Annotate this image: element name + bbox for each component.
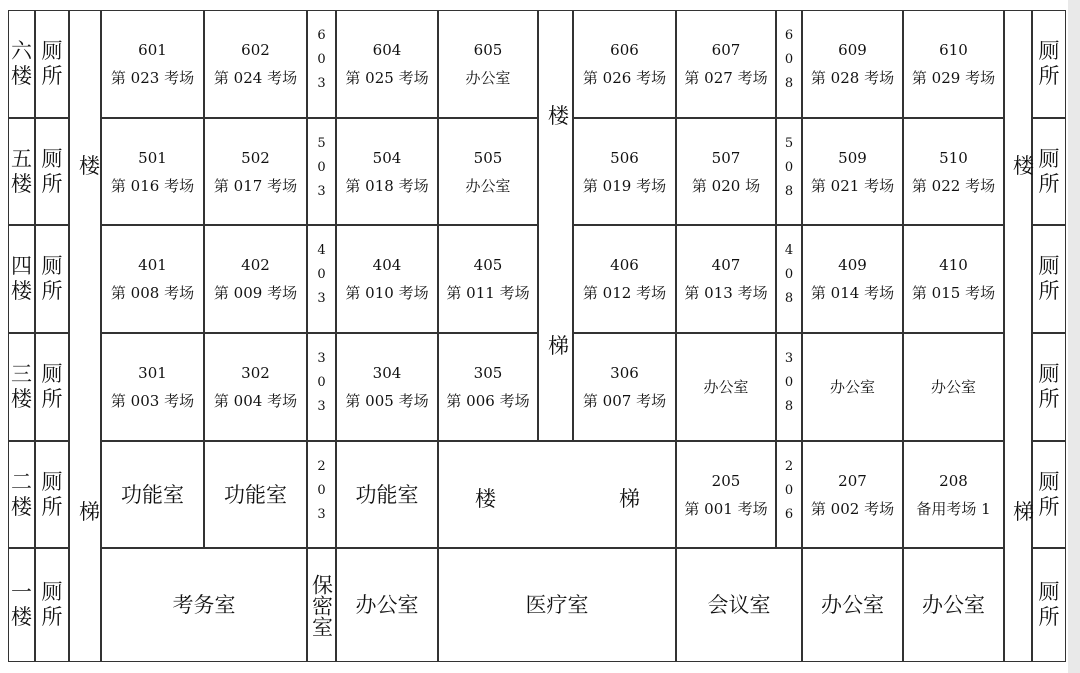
room-name: 第 026 考场 — [582, 69, 667, 87]
room-name: 第 008 考场 — [110, 284, 195, 302]
room-number: 509 — [838, 148, 867, 167]
narrow-room-cell — [776, 333, 802, 441]
room-number: 608 — [781, 28, 797, 100]
toilet-left — [35, 225, 69, 333]
room-name: 备用考场 1 — [916, 499, 991, 518]
room-number: 208 — [939, 471, 968, 490]
toilet-right — [1032, 333, 1066, 441]
room-cell — [438, 333, 538, 441]
stair-floor2 — [438, 441, 676, 548]
stair-center-bottom-text: 梯 — [548, 334, 569, 358]
room-number: 401 — [138, 256, 167, 274]
narrow-room-cell — [307, 10, 336, 118]
room-number: 505 — [473, 148, 503, 167]
toilet-label: 厕所 — [1038, 146, 1060, 196]
room-name: 会议室 — [707, 593, 771, 617]
room-name: 第 004 考场 — [213, 392, 298, 410]
room-cell — [438, 548, 676, 662]
room-number: 407 — [711, 256, 741, 274]
room-number: 610 — [939, 41, 968, 59]
room-name: 第 024 考场 — [213, 69, 298, 87]
room-name: 第 017 考场 — [213, 176, 298, 195]
room-cell — [204, 10, 307, 118]
toilet-right — [1032, 441, 1066, 548]
room-number: 507 — [711, 148, 741, 167]
room-cell — [676, 118, 776, 225]
room-name: 考务室 — [172, 593, 236, 617]
toilet-label: 厕所 — [41, 254, 63, 303]
room-name: 第 005 考场 — [345, 392, 429, 410]
room-cell — [676, 225, 776, 333]
narrow-room-cell — [307, 333, 336, 441]
room-number: 207 — [838, 471, 867, 490]
room-number: 606 — [610, 41, 639, 59]
room-name: 第 027 考场 — [684, 69, 768, 87]
room-cell — [204, 225, 307, 333]
room-cell — [802, 225, 903, 333]
stair-center — [538, 10, 573, 441]
toilet-label: 厕所 — [41, 146, 63, 196]
room-cell — [438, 225, 538, 333]
narrow-room-cell — [307, 118, 336, 225]
room-name: 第 028 考场 — [810, 69, 895, 87]
room-cell — [802, 441, 903, 548]
room-number: 406 — [610, 256, 639, 274]
floor-name: 一楼 — [11, 580, 32, 629]
narrow-room-cell — [776, 225, 802, 333]
floor-label — [8, 225, 35, 333]
room-cell — [573, 118, 676, 225]
room-name: 第 023 考场 — [110, 69, 195, 87]
room-cell — [101, 441, 204, 548]
room-name: 办公室 — [922, 593, 985, 617]
floor-label — [8, 118, 35, 225]
room-cell — [336, 10, 438, 118]
room-number: 303 — [314, 351, 329, 423]
toilet-label: 厕所 — [1038, 469, 1060, 519]
room-cell — [903, 441, 1004, 548]
room-name: 第 025 考场 — [345, 69, 429, 87]
toilet-left — [35, 441, 69, 548]
room-name: 功能室 — [355, 482, 419, 507]
room-number: 503 — [314, 135, 329, 208]
floor-name: 五楼 — [11, 146, 32, 196]
floor-label — [8, 333, 35, 441]
room-number: 403 — [314, 243, 329, 315]
room-cell — [438, 10, 538, 118]
room-number: 601 — [138, 41, 167, 59]
room-name: 第 016 考场 — [110, 176, 195, 195]
room-number: 301 — [138, 364, 167, 382]
floor-name: 四楼 — [11, 254, 32, 303]
room-name: 第 013 考场 — [684, 284, 768, 302]
floor-label — [8, 441, 35, 548]
toilet-label: 厕所 — [41, 580, 63, 629]
room-number: 501 — [138, 148, 167, 167]
toilet-label: 厕所 — [41, 469, 63, 519]
stair-right-top-text: 楼 — [1013, 154, 1034, 178]
narrow-room-cell — [307, 441, 336, 548]
room-cell — [903, 333, 1004, 441]
room-cell — [573, 225, 676, 333]
room-name: 办公室 — [355, 593, 419, 617]
room-name: 第 012 考场 — [582, 284, 667, 302]
room-cell — [802, 333, 903, 441]
toilet-label: 厕所 — [41, 39, 63, 88]
room-number: 508 — [781, 135, 797, 208]
room-name: 第 015 考场 — [911, 284, 996, 302]
room-cell — [438, 118, 538, 225]
room-cell — [573, 333, 676, 441]
room-number: 404 — [372, 256, 402, 274]
secret-room-cell — [307, 548, 336, 662]
room-number: 304 — [372, 364, 402, 382]
room-name: 第 011 考场 — [446, 284, 530, 302]
room-number: 603 — [314, 28, 329, 100]
room-cell — [676, 441, 776, 548]
stair-left-bottom-text: 梯 — [79, 500, 100, 524]
room-cell — [903, 10, 1004, 118]
room-name: 第 001 考场 — [684, 499, 768, 518]
room-number: 405 — [473, 256, 503, 274]
room-cell — [802, 548, 903, 662]
room-cell — [802, 118, 903, 225]
toilet-left — [35, 118, 69, 225]
room-cell — [204, 333, 307, 441]
room-name: 功能室 — [224, 482, 287, 507]
toilet-label: 厕所 — [41, 362, 63, 411]
room-cell — [336, 333, 438, 441]
toilet-left — [35, 10, 69, 118]
room-number: 504 — [372, 148, 402, 167]
room-name: 第 022 考场 — [911, 176, 996, 195]
room-name: 第 020 场 — [691, 176, 761, 195]
room-cell — [676, 10, 776, 118]
room-cell — [204, 441, 307, 548]
room-name: 第 021 考场 — [810, 176, 895, 195]
floor-label — [8, 10, 35, 118]
room-number: 308 — [781, 351, 797, 423]
stair-floor2-right-text: 梯 — [619, 487, 640, 511]
room-number: 609 — [838, 41, 867, 59]
room-number: 604 — [372, 41, 402, 59]
room-number: 502 — [241, 148, 270, 167]
room-name: 办公室 — [703, 378, 749, 396]
room-name: 第 029 考场 — [911, 69, 996, 87]
room-number: 402 — [241, 256, 270, 274]
room-name: 办公室 — [465, 176, 511, 195]
room-cell — [802, 10, 903, 118]
room-number: 306 — [610, 364, 639, 382]
room-number: 506 — [610, 148, 639, 167]
room-cell — [204, 118, 307, 225]
stair-left — [69, 10, 101, 662]
toilet-label: 厕所 — [1038, 254, 1060, 303]
toilet-right — [1032, 548, 1066, 662]
room-name: 第 010 考场 — [345, 284, 429, 302]
room-cell — [903, 225, 1004, 333]
stair-center-top-text: 楼 — [548, 104, 569, 128]
room-name: 第 009 考场 — [213, 284, 298, 302]
room-cell — [101, 548, 307, 662]
room-name: 保密室 — [309, 573, 334, 637]
room-number: 602 — [241, 41, 270, 59]
toilet-left — [35, 333, 69, 441]
room-name: 功能室 — [121, 482, 184, 507]
room-number: 305 — [473, 364, 503, 382]
room-name: 办公室 — [829, 378, 875, 396]
stair-floor2-left-text: 楼 — [475, 487, 496, 511]
toilet-label: 厕所 — [1038, 362, 1060, 411]
room-name: 第 018 考场 — [345, 176, 429, 195]
room-name: 医疗室 — [525, 593, 589, 617]
floor-name: 三楼 — [11, 362, 32, 411]
narrow-room-cell — [776, 118, 802, 225]
room-name: 第 003 考场 — [110, 392, 195, 410]
room-cell — [903, 118, 1004, 225]
room-name: 第 007 考场 — [582, 392, 667, 410]
room-name: 第 019 考场 — [582, 176, 667, 195]
stair-left-top-text: 楼 — [79, 154, 100, 178]
room-cell — [101, 118, 204, 225]
room-cell — [101, 333, 204, 441]
toilet-right — [1032, 10, 1066, 118]
toilet-label: 厕所 — [1038, 39, 1060, 88]
room-number: 605 — [473, 41, 503, 59]
floor-label — [8, 548, 35, 662]
room-cell — [903, 548, 1004, 662]
room-number: 409 — [838, 256, 867, 274]
room-name: 第 014 考场 — [810, 284, 895, 302]
room-number: 203 — [314, 458, 329, 531]
page-edge — [1068, 0, 1080, 673]
room-cell — [101, 10, 204, 118]
room-cell — [676, 333, 776, 441]
toilet-left — [35, 548, 69, 662]
toilet-label: 厕所 — [1038, 580, 1060, 629]
room-cell — [676, 548, 802, 662]
room-cell — [336, 441, 438, 548]
room-number: 206 — [781, 458, 797, 531]
room-number: 410 — [939, 256, 968, 274]
room-number: 205 — [711, 471, 741, 490]
narrow-room-cell — [776, 441, 802, 548]
room-name: 第 006 考场 — [446, 392, 530, 410]
stair-right-bottom-text: 梯 — [1013, 500, 1034, 524]
room-number: 607 — [711, 41, 741, 59]
room-number: 408 — [781, 243, 797, 315]
room-name: 办公室 — [821, 593, 884, 617]
toilet-right — [1032, 118, 1066, 225]
room-cell — [336, 118, 438, 225]
room-name: 办公室 — [465, 69, 511, 87]
room-name: 第 002 考场 — [810, 499, 895, 518]
floor-name: 六楼 — [11, 39, 32, 88]
room-cell — [336, 225, 438, 333]
narrow-room-cell — [307, 225, 336, 333]
toilet-right — [1032, 225, 1066, 333]
room-number: 510 — [939, 148, 968, 167]
stair-right — [1004, 10, 1032, 662]
room-cell — [573, 10, 676, 118]
narrow-room-cell — [776, 10, 802, 118]
room-cell — [336, 548, 438, 662]
room-name: 办公室 — [930, 378, 976, 396]
room-cell — [101, 225, 204, 333]
floor-name: 二楼 — [11, 469, 32, 519]
room-number: 302 — [241, 364, 270, 382]
